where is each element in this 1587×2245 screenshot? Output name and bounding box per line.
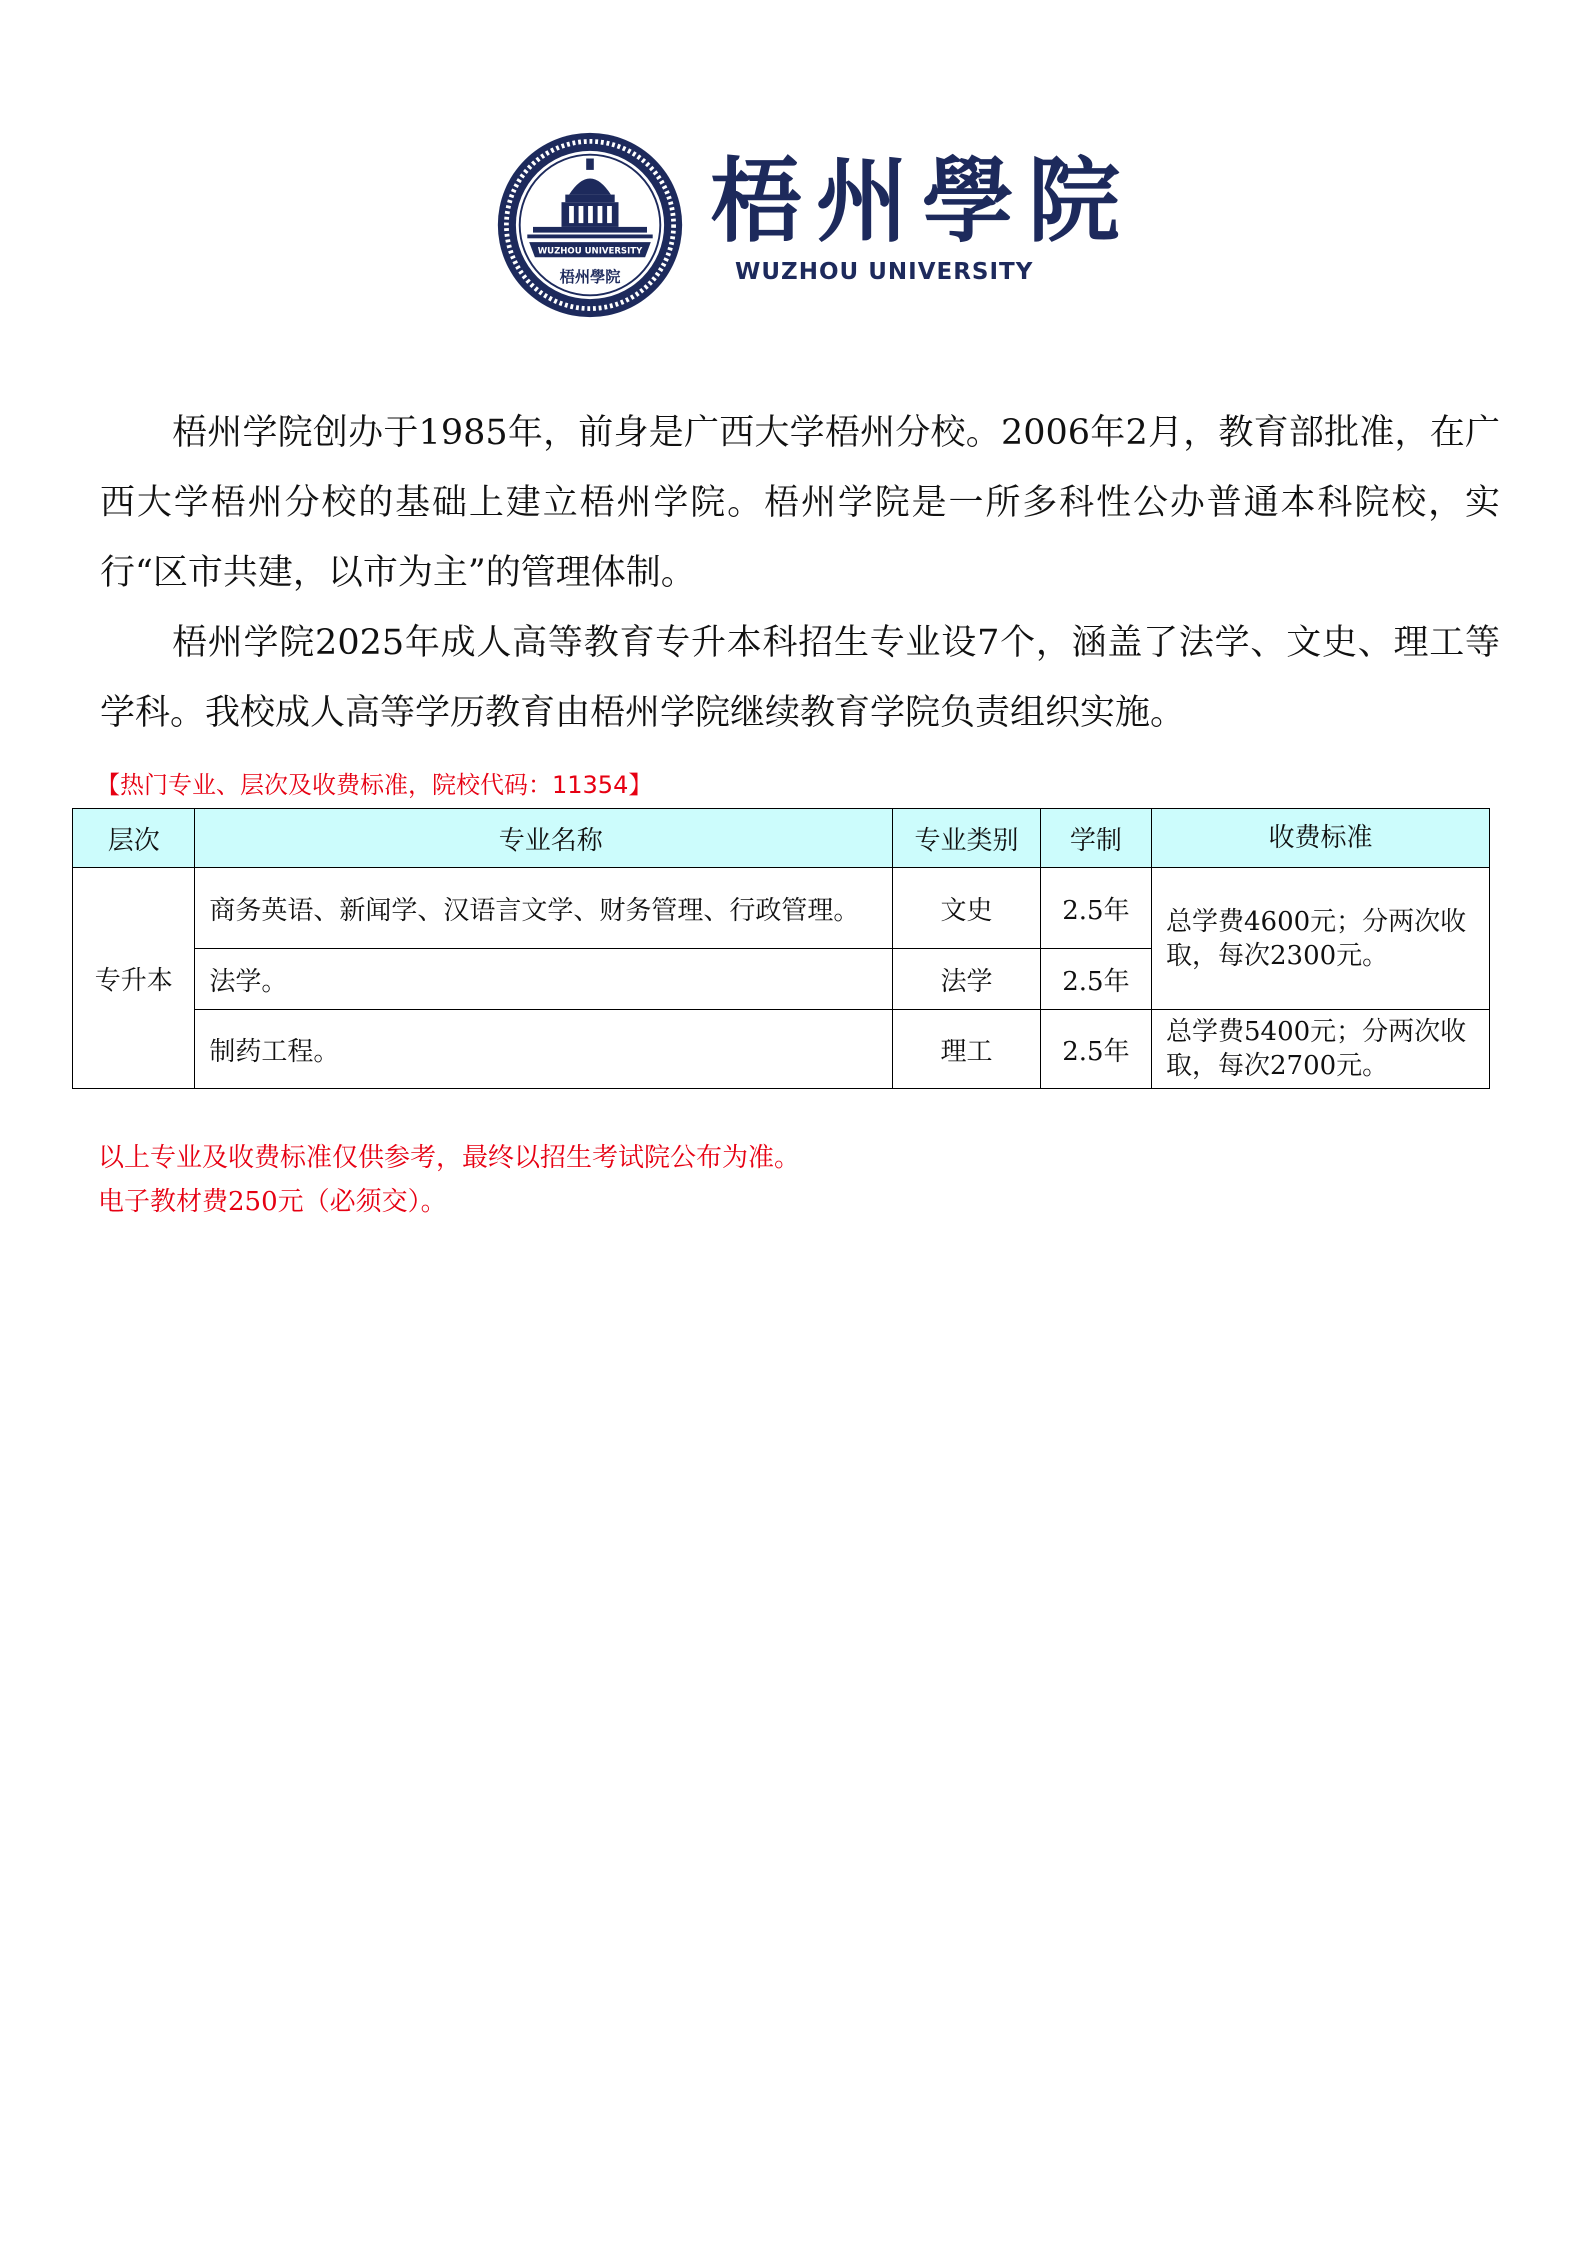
fee-table [72, 808, 1490, 1089]
fee-cell: 总学费5400元；分两次收取，每次2700元。 [1151, 1010, 1489, 1089]
category-cell: 理工 [893, 1010, 1041, 1089]
major-cell: 制药工程。 [195, 1010, 893, 1089]
header-fee: 收费标准 [1151, 809, 1489, 868]
header-level: 层次 [73, 809, 195, 868]
table-header-row [73, 809, 1490, 868]
university-seal-icon [495, 130, 685, 320]
category-cell: 法学 [893, 949, 1041, 1010]
header-category: 专业类别 [893, 809, 1041, 868]
note-line-1: 以上专业及收费标准仅供参考，最终以招生考试院公布为准。 [98, 1143, 801, 1173]
intro-paragraph-1: 梧州学院创办于1985年，前身是广西大学梧州分校。2006年2月，教育部批准，在广西大学梧州分校的基础上建立梧州学院。梧州学院是一所多科性公办普通本科院校，实行“区市共建，以市为主”的管理体制。 [100, 413, 1500, 593]
logo-chinese-name: 梧州學院 [710, 147, 1135, 255]
note-line-2: 电子教材费250元（必须交）。 [98, 1187, 447, 1217]
header-major: 专业名称 [195, 809, 893, 868]
years-cell: 2.5年 [1040, 949, 1151, 1010]
logo-english-name: WUZHOU UNIVERSITY [735, 259, 1034, 285]
major-cell: 商务英语、新闻学、汉语言文学、财务管理、行政管理。 [195, 868, 893, 949]
fee-cell: 总学费4600元；分两次收取，每次2300元。 [1151, 868, 1489, 1010]
logo-wordmark [710, 147, 1150, 305]
intro-paragraph-2: 梧州学院2025年成人高等教育专升本科招生专业设7个，涵盖了法学、文史、理工等学科。我校成人高等学历教育由梧州学院继续教育学院负责组织实施。 [100, 623, 1500, 733]
level-cell: 专升本 [73, 868, 195, 1089]
major-cell: 法学。 [195, 949, 893, 1010]
category-cell: 文史 [893, 868, 1041, 949]
years-cell: 2.5年 [1040, 868, 1151, 949]
university-logo [495, 130, 1155, 330]
table-row [73, 868, 1490, 949]
header-years: 学制 [1040, 809, 1151, 868]
table-row [73, 1010, 1490, 1089]
table-heading: 【热门专业、层次及收费标准，院校代码：11354】 [96, 771, 653, 799]
notes-block [98, 1136, 800, 1224]
seal-inner-text: 梧州學院 [559, 268, 621, 286]
years-cell: 2.5年 [1040, 1010, 1151, 1089]
seal-ring-text: WUZHOU UNIVERSITY [537, 246, 643, 257]
